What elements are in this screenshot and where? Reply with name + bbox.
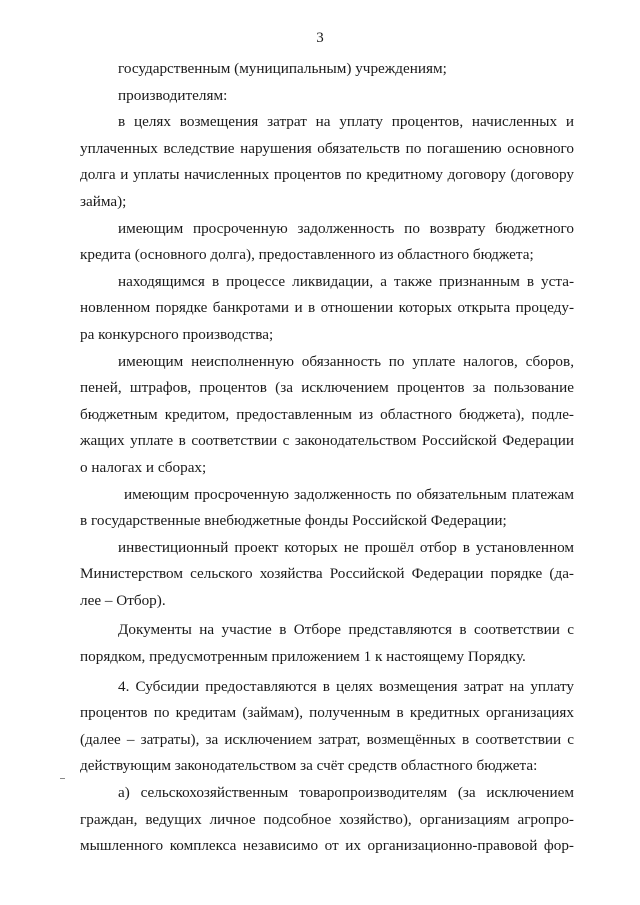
text-line: (далее – затраты), за исключением затрат, возмещённых в соответствии с <box>80 730 574 748</box>
page-number: 3 <box>316 30 324 46</box>
text-line: находящимся в процессе ликвидации, а также признанным в уста- <box>118 272 574 290</box>
text-line: лее – Отбор). <box>80 591 166 609</box>
text-line: 4. Субсидии предоставляются в целях возмещения затрат на уплату <box>118 677 574 695</box>
text-line: имеющим неисполненную обязанность по уплате налогов, сборов, <box>118 352 574 370</box>
text-line: пеней, штрафов, процентов (за исключением процентов за пользование <box>80 379 574 397</box>
text-line: бюджетным кредитом, предоставленным из областного бюджета), подле- <box>80 405 574 423</box>
text-line: займа); <box>80 192 127 210</box>
text-line: действующим законодательством за счёт средств областного бюджета: <box>80 757 538 775</box>
text-line: а) сельскохозяйственным товаропроизводителям (за исключением <box>118 784 574 802</box>
text-line: производителям: <box>118 86 228 104</box>
text-line: новленном порядке банкротами и в отношении которых открыта процеду- <box>80 299 574 317</box>
text-line: Министерством сельского хозяйства Российской Федерации порядке (да- <box>80 565 574 583</box>
text-line: государственным (муниципальным) учреждениям; <box>118 60 447 77</box>
text-line: граждан, ведущих личное подсобное хозяйство), организациям агропро- <box>80 810 574 828</box>
text-line: Документы на участие в Отборе представляются в соответствии с <box>118 621 574 639</box>
text-line: имеющим просроченную задолженность по возврату бюджетного <box>118 219 574 237</box>
text-line: в государственные внебюджетные фонды Российской Федерации; <box>80 512 507 530</box>
text-line: кредита (основного долга), предоставленного из областного бюджета; <box>80 246 534 264</box>
text-line: долга и уплаты начисленных процентов по кредитному договору (договору <box>80 166 574 184</box>
text-line: ра конкурсного производства; <box>80 325 274 343</box>
text-line: порядком, предусмотренным приложением 1 к настоящему Порядку. <box>80 648 526 666</box>
text-line: процентов по кредитам (займам), полученным в кредитных организациях <box>80 704 574 722</box>
text-line: в целях возмещения затрат на уплату процентов, начисленных и <box>118 113 574 131</box>
text-line: инвестиционный проект которых не прошёл отбор в установленном <box>118 538 574 556</box>
document-body <box>80 56 574 860</box>
text-line: о налогах и сборах; <box>80 458 207 476</box>
text-line: уплаченных вследствие нарушения обязательств по погашению основного <box>80 139 574 157</box>
margin-mark <box>60 778 65 779</box>
text-line: мышленного комплекса независимо от их организационно-правовой фор- <box>80 837 574 855</box>
text-line: имеющим просроченную задолженность по обязательным платежам <box>124 485 574 503</box>
text-line: жащих уплате в соответствии с законодательством Российской Федерации <box>80 432 574 450</box>
